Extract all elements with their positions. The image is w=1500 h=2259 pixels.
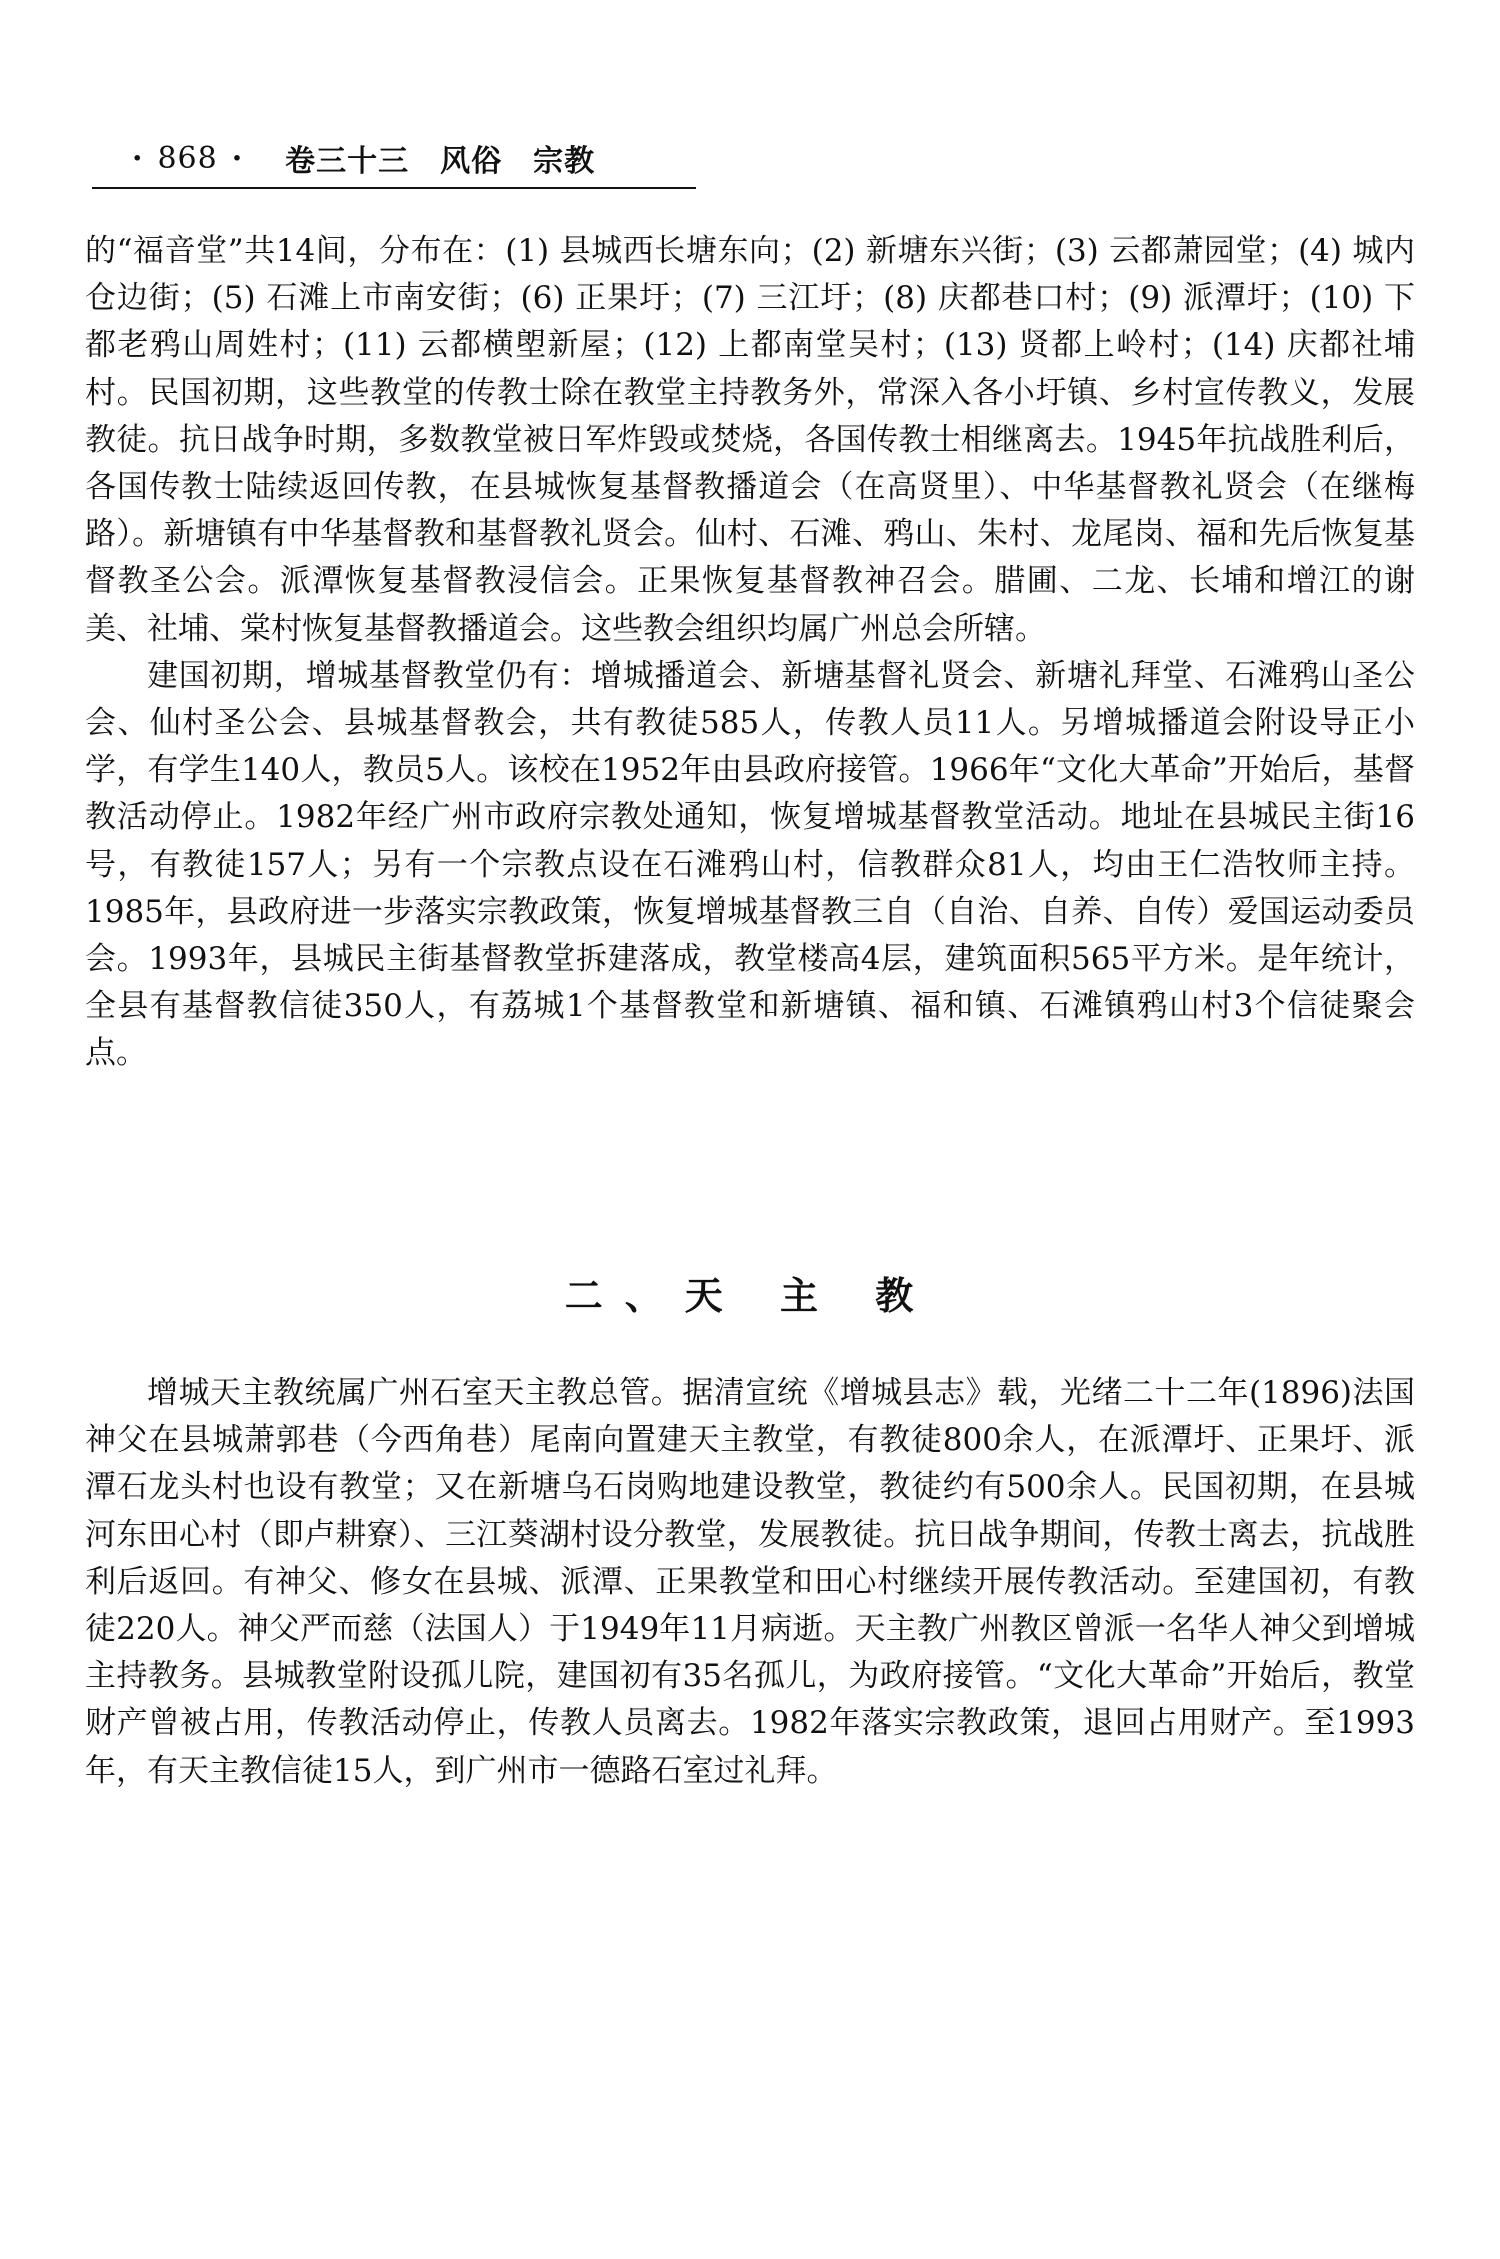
header-rule <box>92 187 696 189</box>
paragraph: 增城天主教统属广州石室天主教总管。据清宣统《增城县志》载，光绪二十二年(1896)法国神父在县城萧郭巷（今西角巷）尾南向置建天主教堂，有教徒800余人，在派潭圩、正果圩、派潭石龙头村也设有教堂；又在新塘乌石岗购地建设教堂，教徒约有500余人。民国初期，在县城河东田心村（即卢耕寮）、三江葵湖村设分教堂，发展教徒。抗日战争期间，传教士离去，抗战胜利后返回。有神父、修女在县城、派潭、正果教堂和田心村继续开展传教活动。至建国初，有教徒220人。神父严而慈（法国人）于1949年11月病逝。天主教广州教区曾派一名华人神父到增城主持教务。县城教堂附设孤儿院，建国初有35名孤儿，为政府接管。“文化大革命”开始后，教堂财产曾被占用，传教活动停止，传教人员离去。1982年落实宗教政策，退回占用财产。至1993年，有天主教信徒15人，到广州市一德路石室过礼拜。 <box>85 1375 1415 1789</box>
paragraph-continued: 的“福音堂”共14间，分布在：(1) 县城西长塘东向；(2) 新塘东兴街；(3) 云都萧园堂；(4) 城内仓边街；(5) 石滩上市南安街；(6) 正果圩；(7) 三江圩；(8) 庆都巷口村；(9) 派潭圩；(10) 下都老鸦山周姓村；(11) 云都横塱新屋；(12) 上都南堂吴村；(13) 贤都上岭村；(14) 庆都社埔村。民国初期，这些教堂的传教士除在教堂主持教务外，常深入各小圩镇、乡村宣传教义，发展教徒。抗日战争时期，多数教堂被日军炸毁或焚烧，各国传教士相继离去。1945年抗战胜利后，各国传教士陆续返回传教，在县城恢复基督教播道会（在高贤里）、中华基督教礼贤会（在继梅路）。新塘镇有中华基督教和基督教礼贤会。仙村、石滩、鸦山、朱村、龙尾岗、福和先后恢复基督教圣公会。派潭恢复基督教浸信会。正果恢复基督教神召会。腊圃、二龙、长埔和增江的谢美、社埔、棠村恢复基督教播道会。这些教会组织均属广州总会所辖。 <box>85 233 1415 647</box>
header-bullet-right: · <box>231 140 244 176</box>
header-bullet-left: · <box>132 140 144 176</box>
running-header <box>118 134 696 182</box>
paragraph: 建国初期，增城基督教堂仍有：增城播道会、新塘基督礼贤会、新塘礼拜堂、石滩鸦山圣公会、仙村圣公会、县城基督教会，共有教徒585人，传教人员11人。另增城播道会附设导正小学，有学生140人，教员5人。该校在1952年由县政府接管。1966年“文化大革命”开始后，基督教活动停止。1982年经广州市政府宗教处通知，恢复增城基督教堂活动。地址在县城民主街16号，有教徒157人；另有一个宗教点设在石滩鸦山村，信教群众81人，均由王仁浩牧师主持。1985年，县政府进一步落实宗教政策，恢复增城基督教三自（自治、自养、自传）爱国运动委员会。1993年，县城民主街基督教堂拆建落成，教堂楼高4层，建筑面积565平方米。是年统计，全县有基督教信徒350人，有荔城1个基督教堂和新塘镇、福和镇、石滩镇鸦山村3个信徒聚会点。 <box>85 657 1415 1072</box>
catholic-section <box>85 1370 1415 1795</box>
running-title: 卷三十三 风俗 宗教 <box>285 144 596 179</box>
section-heading: 二、天 主 教 <box>564 1273 936 1318</box>
protestant-section <box>85 228 1415 1078</box>
page-number: 868 <box>157 140 218 176</box>
